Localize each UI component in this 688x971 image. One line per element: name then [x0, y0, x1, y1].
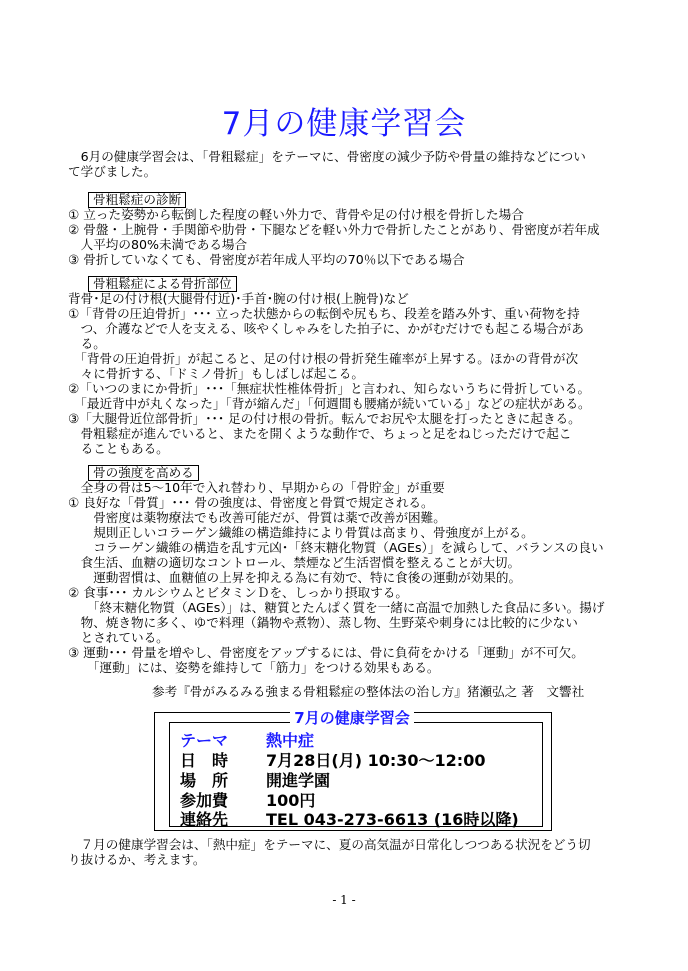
diagnosis-line-3: 人平均の80%未満である場合 — [68, 237, 248, 252]
diagnosis-line-2: ② 骨盤・上腕骨・手関節や肋骨・下腿などを軽い外力で骨折したことがあり、骨密度が若年成 — [68, 222, 600, 237]
event-date-label: 日 時 — [180, 751, 229, 770]
strength-line-3: 骨密度は薬物療法でも改善可能だが、骨質は薬で改善が困難。 — [68, 510, 446, 525]
page-title: 7月の健康学習会 — [221, 106, 467, 142]
diagnosis-line-1: ① 立った姿勢から転倒した程度の軽い外力で、背骨や足の付け根を骨折した場合 — [68, 207, 524, 222]
event-title-text: 7月の健康学習会 — [290, 709, 413, 727]
event-fee-value: 100円 — [266, 791, 316, 810]
strength-line-2: ① 良好な「骨質」･･･ 骨の強度は、骨密度と骨質で規定される。 — [68, 495, 434, 510]
fracture-line-3: つ、介護などで人を支える、咳やくしゃみをした拍子に、かがむだけでも起こる場合があ — [68, 321, 584, 336]
section-heading-label: 骨の強度を高める — [88, 465, 199, 481]
strength-line-8: ② 食事･･･ カルシウムとビタミンＤを、しっかり摂取する。 — [68, 585, 408, 600]
fracture-line-9: ③「大腿骨近位部骨折」･･･ 足の付け根の骨折。転んでお尻や太腿を打ったときに起きる。 — [68, 411, 581, 426]
intro-line-2: て学びました。 — [68, 164, 157, 179]
event-contact-value: TEL 043-273-6613 (16時以降) — [266, 810, 519, 829]
fracture-line-10: 骨粗鬆症が進んでいると、またを開くような動作で、ちょっと足をねじっただけで起こ — [68, 426, 572, 441]
section-heading-fracture-sites — [88, 276, 237, 292]
fracture-line-7: ②「いつのまにか骨折」･･･「無症状性椎体骨折」と言われ、知らないうちに骨折している。 — [68, 381, 591, 396]
strength-line-5: コラーゲン繊維の構造を乱す元凶･「終末糖化物質（AGEs）」を減らして、バランスの良い — [68, 540, 604, 555]
strength-line-12: ③ 運動･･･ 骨量を増やし、骨密度をアップするには、骨に負荷をかける「運動」が不可欠。 — [68, 645, 584, 660]
fracture-line-2: ①「背骨の圧迫骨折」･･･ 立った状態からの転倒や尻もち、段差を踏み外す、重い荷物を持 — [68, 306, 580, 321]
fracture-line-6: 々に骨折する、「ドミノ骨折」もしばしば起こる。 — [68, 366, 364, 381]
strength-line-7: 運動習慣は、血糖値の上昇を抑える為に有効で、特に食後の運動が効果的。 — [68, 570, 522, 585]
event-theme-value: 熱中症 — [266, 731, 315, 750]
fracture-line-5: 「背骨の圧迫骨折」が起こると、足の付け根の骨折発生確率が上昇する。ほかの背骨が次 — [68, 351, 579, 366]
event-date-value: 7月28日(月) 10:30～12:00 — [266, 751, 486, 770]
strength-line-11: とされている。 — [68, 630, 169, 645]
event-place-label: 場 所 — [180, 771, 229, 790]
event-theme-label: テーマ — [180, 731, 229, 750]
strength-line-10: 物、焼き物に多く、ゆで料理（鍋物や煮物）、蒸し物、生野菜や刺身には比較的に少ない — [68, 615, 578, 630]
fracture-line-8: 「最近背中が丸くなった」「背が縮んだ」「何週間も腰痛が続いている」などの症状がある。 — [68, 396, 591, 411]
strength-line-1: 全身の骨は5～10年で入れ替わり、早期からの「骨貯金」が重要 — [68, 480, 445, 495]
diagnosis-line-4: ③ 骨折していなくても、骨密度が若年成人平均の70％以下である場合 — [68, 252, 465, 267]
reference-citation: 参考『骨がみるみる強まる骨粗鬆症の整体法の治し方』猪瀬弘之 著 文響社 — [152, 684, 585, 699]
section-heading-bone-strength — [88, 465, 199, 481]
fracture-line-11: ることもある。 — [68, 441, 169, 456]
section-heading-diagnosis — [88, 192, 186, 208]
closing-line-2: り抜けるか、考えます。 — [68, 852, 206, 867]
event-title — [154, 707, 550, 728]
closing-line-1: ７月の健康学習会は、「熱中症」をテーマに、夏の高気温が日常化しつつある状況をどう切 — [68, 837, 591, 852]
event-contact-label: 連絡先 — [180, 810, 229, 829]
event-place-value: 開進学園 — [266, 771, 331, 790]
event-fee-label: 参加費 — [180, 791, 229, 810]
section-heading-label: 骨粗鬆症の診断 — [88, 192, 186, 208]
fracture-line-4: る。 — [68, 336, 106, 351]
strength-line-9: 「終末糖化物質（AGEs）」は、糖質とたんぱく質を一緒に高温で加熱した食品に多い。揚げ — [68, 600, 605, 615]
strength-line-13: 「運動」には、姿勢を維持して「筋力」をつける効果もある。 — [68, 660, 440, 675]
section-heading-label: 骨粗鬆症による骨折部位 — [88, 276, 237, 292]
intro-line-1: 6月の健康学習会は、「骨粗鬆症」をテーマに、骨密度の減少予防や骨量の維持などについ — [68, 149, 586, 164]
fracture-line-1: 背骨･足の付け根(大腿骨付近)･手首･腕の付け根(上腕骨)など — [68, 291, 409, 306]
strength-line-6: 食生活、血糖の適切なコントロール、禁煙など生活習慣を整えることが大切。 — [68, 555, 521, 570]
page-number: - 1 - — [332, 893, 356, 907]
strength-line-4: 規則正しいコラーゲン繊維の構造維持により骨質は高まり、骨強度が上がる。 — [68, 525, 534, 540]
